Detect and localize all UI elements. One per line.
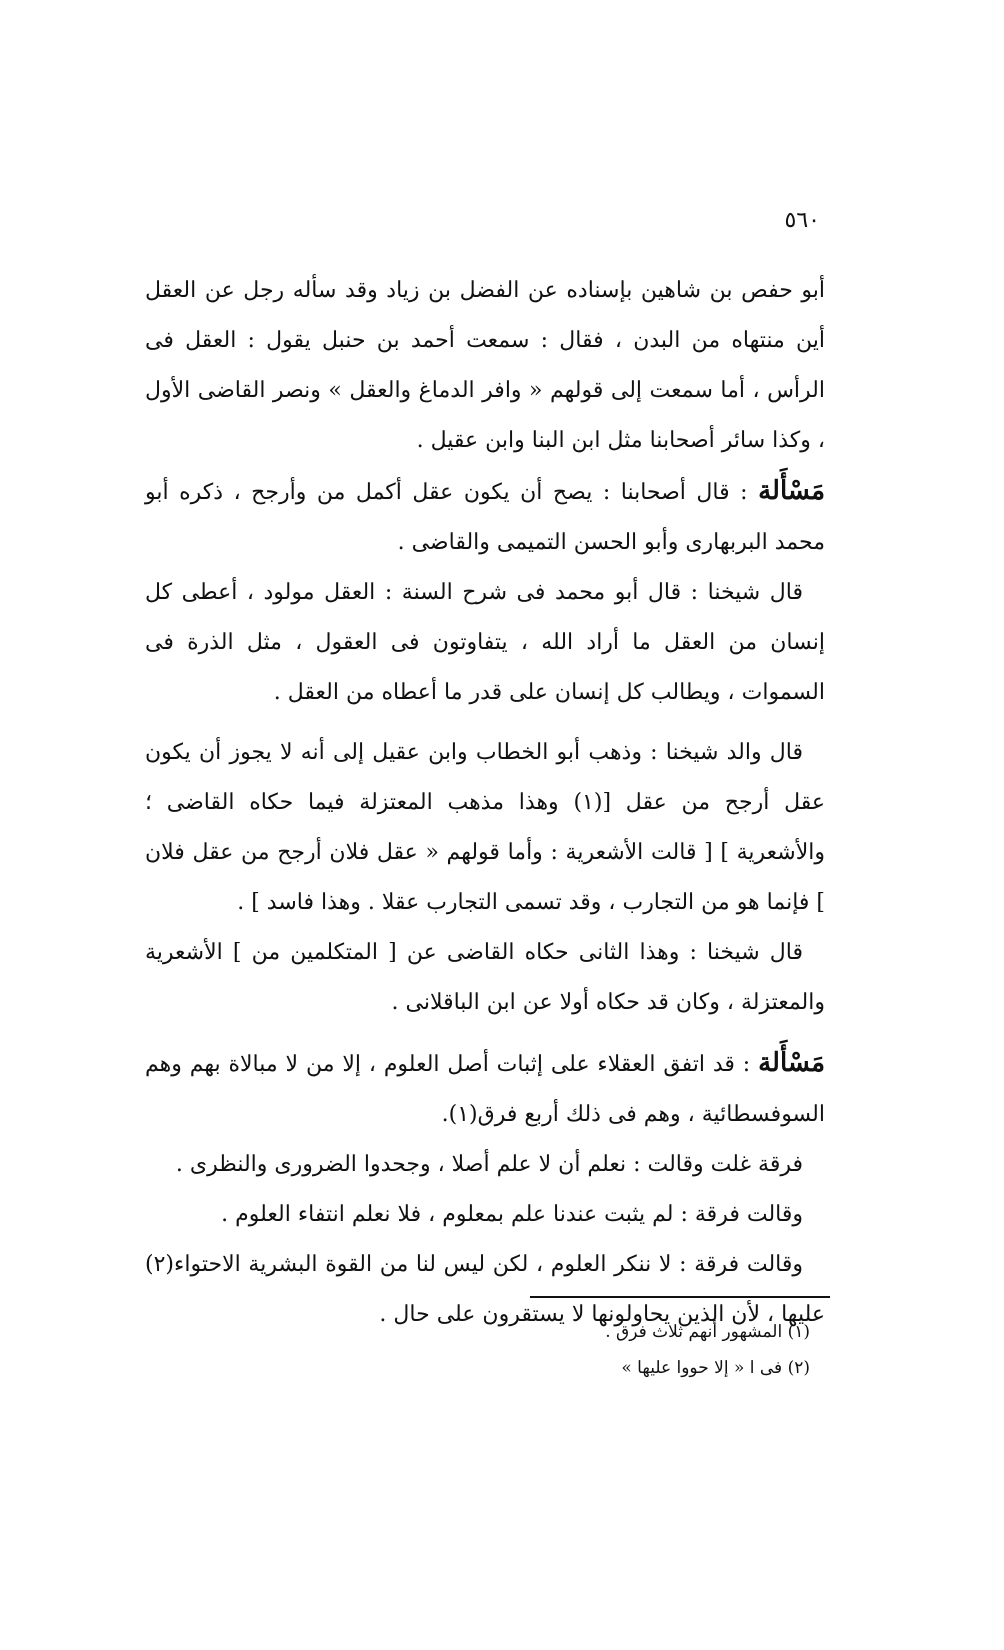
paragraph-masala-2 [145,1038,825,1140]
masala-heading: مَسْأَلة [758,476,825,506]
footnote-divider [530,1296,830,1298]
paragraph-shaykhuna-1: قال شيخنا : قال أبو محمد فى شرح السنة : العقل مولود ، أعطى كل إنسان من العقل ما أراد الله ، يتفاوتون فى العقول ، مثل الذرة فى السموات ، ويطالب كل إنسان على قدر ما أعطاه من العقل . [145,580,825,705]
footnote-2: (٢) فى ا « إلا حووا عليها » [621,1358,810,1378]
paragraph-ibn-shahin: أبو حفص بن شاهين بإسناده عن الفضل بن زياد وقد سأله رجل عن العقل أين منتهاه من البدن ، فقال : سمعت أحمد بن حنبل يقول : العقل فى الرأس ، أما سمعت إلى قولهم « وافر الدماغ والعقل » ونصر القاضى الأول ، وكذا سائر أصحابنا مثل ابن البنا وابن عقيل . [145,278,825,453]
page-number: ٥٦٠ [784,208,820,233]
paragraph-shaykhuna-2: قال شيخنا : وهذا الثانى حكاه القاضى عن [ المتكلمين من ] الأشعرية والمعتزلة ، وكان قد حكاه أولا عن ابن الباقلانى . [145,940,825,1015]
masala-text: : قال أصحابنا : يصح أن يكون عقل أكمل من وأرجح ، ذكره أبو محمد البربهارى وأبو الحسن التميمى والقاضى . [145,480,825,555]
paragraph-walid-shaykhuna: قال والد شيخنا : وذهب أبو الخطاب وابن عقيل إلى أنه لا يجوز أن يكون عقل أرجح من عقل [(١) وهذا مذهب المعتزلة فيما حكاه القاضى ؛ والأشعرية ] [ قالت الأشعرية : وأما قولهم « عقل فلان أرجح من عقل فلان ] فإنما هو من التجارب ، وقد تسمى التجارب عقلا . وهذا فاسد ] . [145,740,826,915]
main-text [145,266,825,1340]
footnote-1: (١) المشهور أنهم ثلاث فرق . [605,1322,810,1342]
masala-heading: مَسْأَلة [758,1048,825,1078]
masala-text: : قد اتفق العقلاء على إثبات أصل العلوم ، إلا من لا مبالاة بهم وهم السوفسطائية ، وهم فى ذلك أربع فرق(١). [145,1052,825,1127]
paragraph-firqa-1: فرقة غلت وقالت : نعلم أن لا علم أصلا ، وجحدوا الضرورى والنظرى . [175,1152,803,1177]
paragraph-firqa-3: وقالت فرقة : لا ننكر العلوم ، لكن ليس لنا من القوة البشرية الاحتواء(٢) عليها ، لأن الذين يحاولونها لا يستقرون على حال . [145,1252,825,1327]
footnotes [500,1314,810,1386]
paragraph-firqa-2: وقالت فرقة : لم يثبت عندنا علم بمعلوم ، فلا نعلم انتفاء العلوم . [221,1202,803,1227]
paragraph-masala-1 [145,466,825,568]
